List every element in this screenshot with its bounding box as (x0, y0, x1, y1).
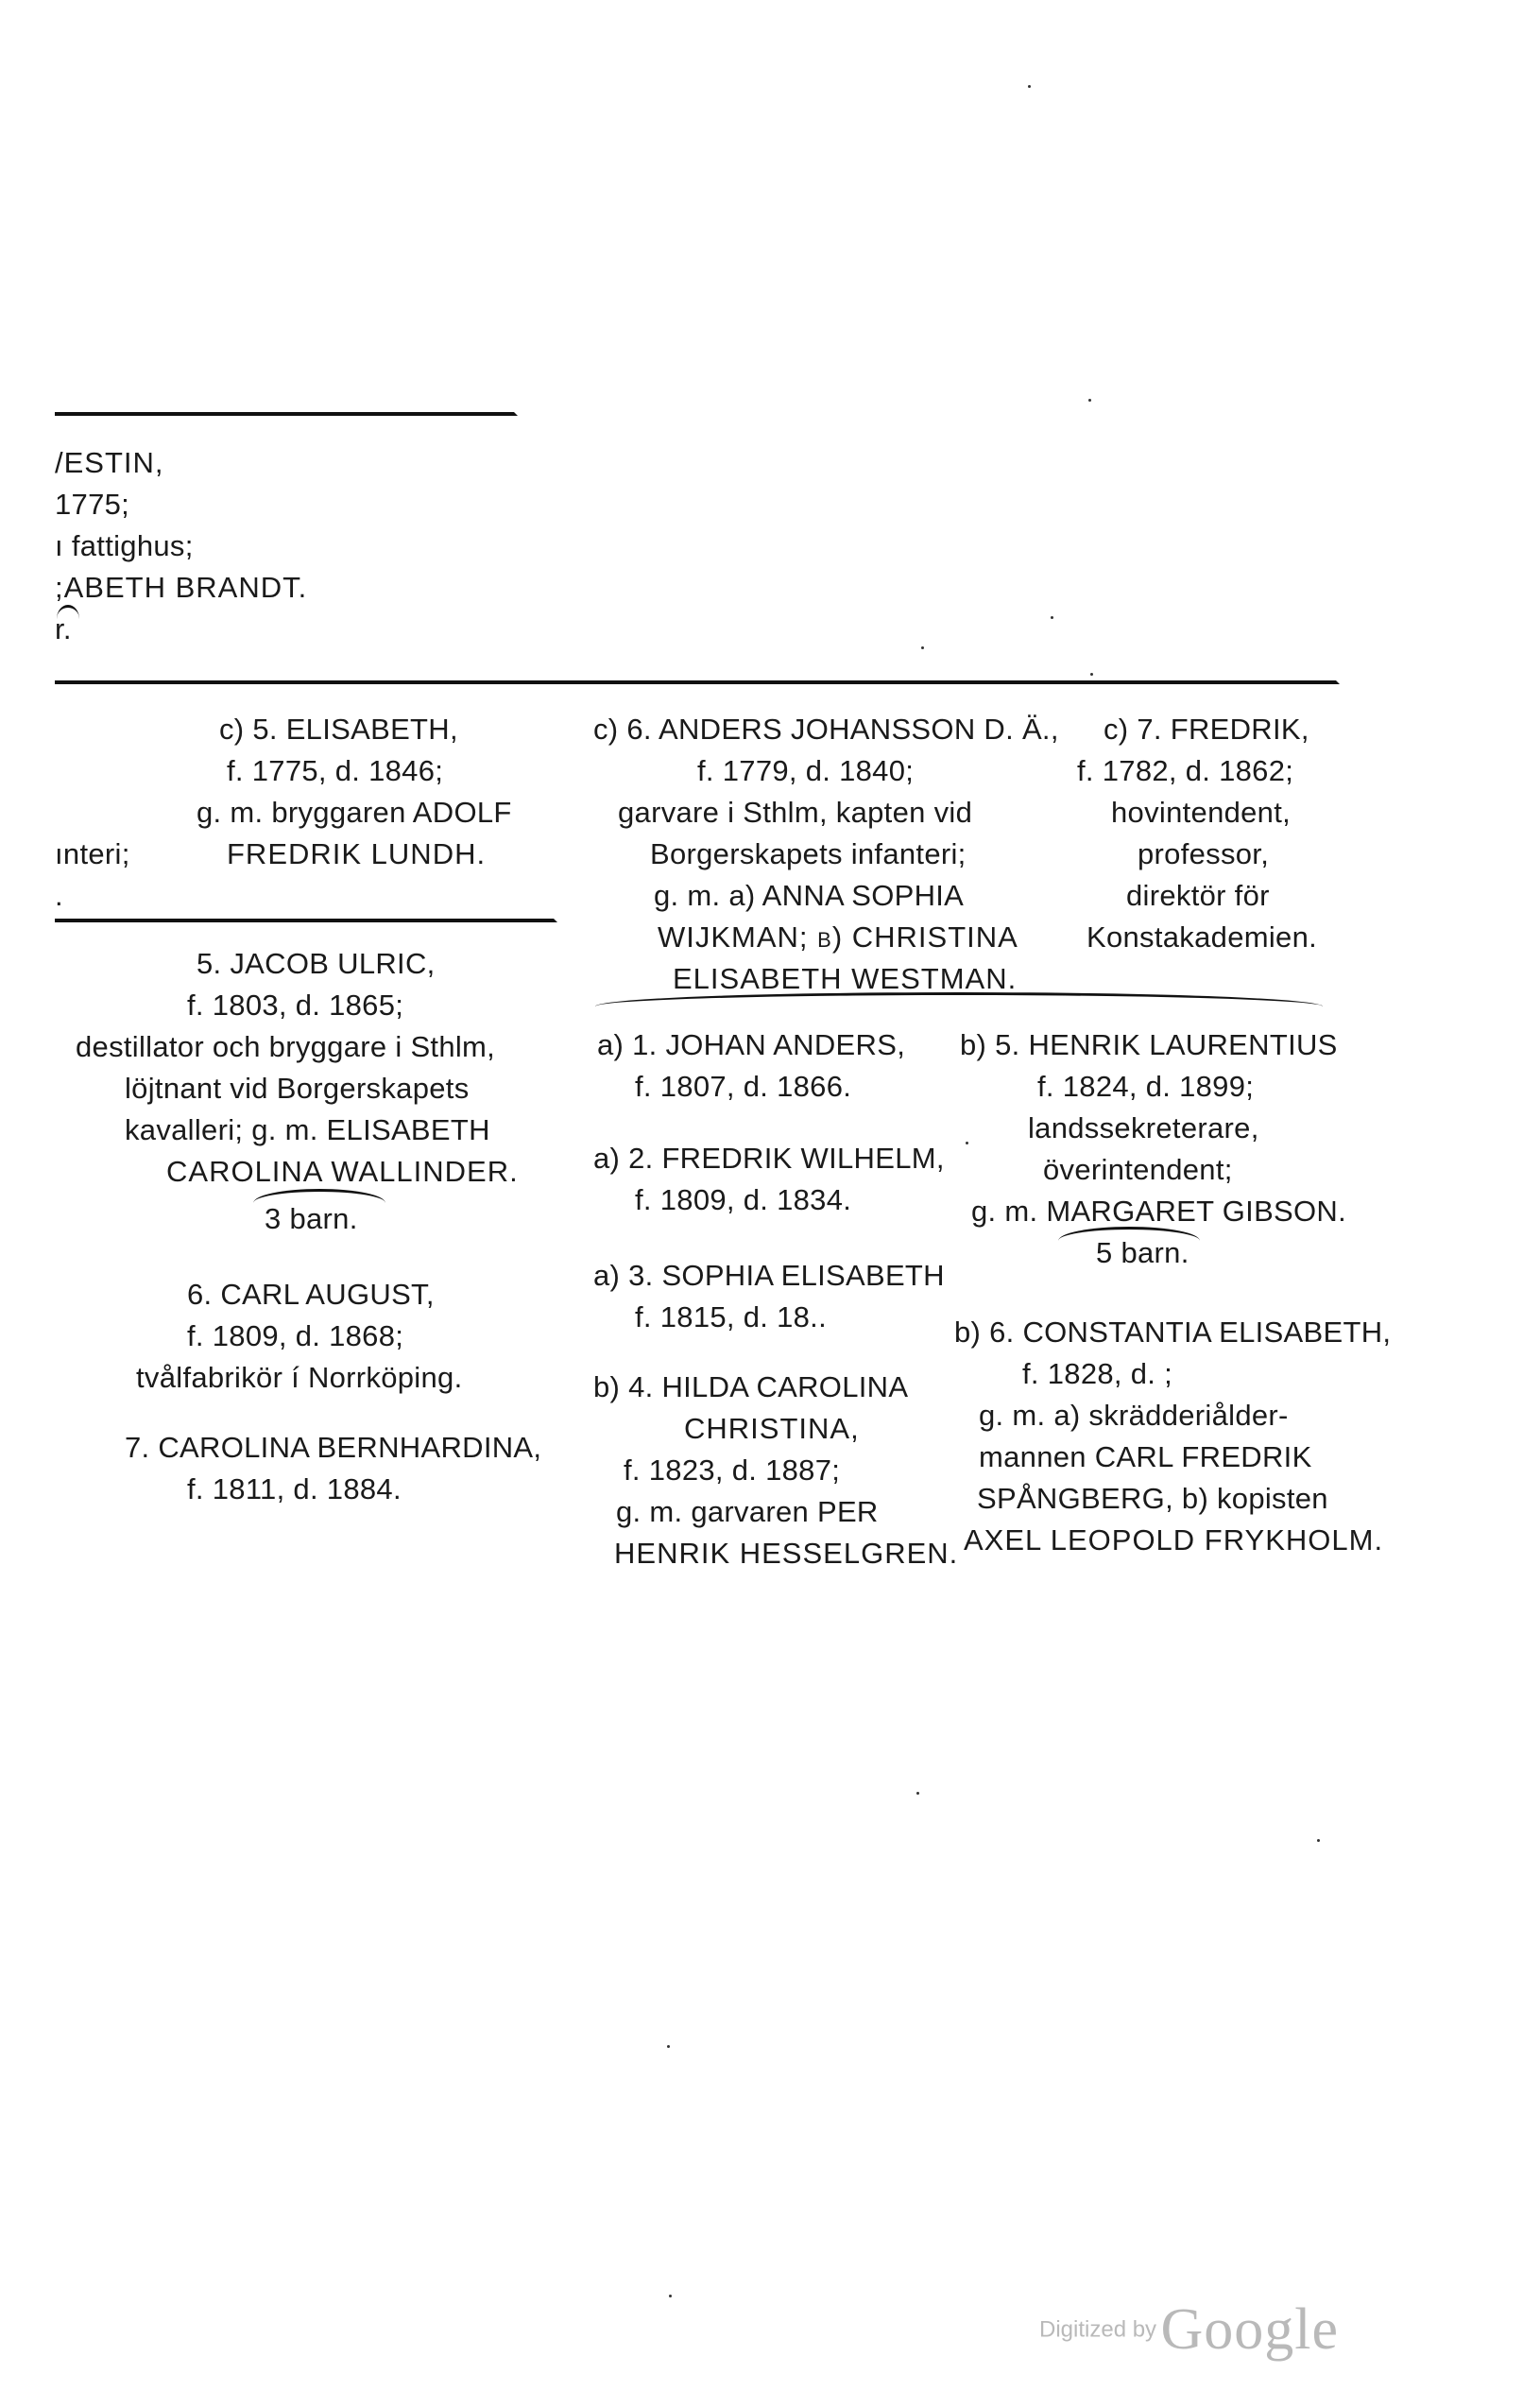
entry-b5-line-4: överintendent; (1043, 1153, 1233, 1186)
entry-5-line-2: f. 1803, d. 1865; (187, 989, 404, 1022)
entry-7-line-2: f. 1811, d. 1884. (187, 1472, 402, 1505)
entry-b4-line-2: CHRISTINA, (684, 1412, 860, 1445)
fragment-line-4: ;ABETH BRANDT. (55, 571, 308, 604)
entry-a1-line-1: a) 1. JOHAN ANDERS, (597, 1028, 906, 1061)
entry-5-line-3: destillator och bryggare i Sthlm, (76, 1030, 496, 1063)
entry-b5-line-3: landssekreterare, (1028, 1111, 1259, 1144)
entry-c7-line-5: direktör för (1126, 879, 1270, 912)
entry-6-line-1: 6. CARL AUGUST, (187, 1278, 435, 1311)
entry-a2-line-2: f. 1809, d. 1834. (635, 1183, 852, 1216)
entry-b4-line-4: g. m. garvaren PER (616, 1495, 879, 1528)
entry-b5-line-5: g. m. MARGARET GIBSON. (971, 1195, 1347, 1228)
generation-rule-hook (1323, 680, 1353, 697)
entry-6-line-2: f. 1809, d. 1868; (187, 1319, 404, 1352)
entry-c6-line-3: garvare i Sthlm, kapten vid (618, 796, 973, 829)
entry-c7-line-6: Konstakademien. (1087, 920, 1318, 954)
fragment-line-1: /ESTIN, (55, 446, 164, 479)
watermark-small-text: Digitized by (1039, 2316, 1157, 2343)
entry-b4-line-5: HENRIK HESSELGREN. (614, 1537, 959, 1570)
side-dot: . (55, 879, 63, 912)
entry-5-line-5: kavalleri; g. m. ELISABETH (125, 1113, 490, 1146)
entry-c6-line-6: WIJKMAN; b) CHRISTINA (658, 920, 1018, 954)
entry-c6-line-1: c) 6. ANDERS JOHANSSON D. Ä., (593, 713, 1059, 746)
google-logo: Google (1160, 2297, 1340, 2362)
entry-a3-line-2: f. 1815, d. 18.. (635, 1300, 827, 1333)
entry-a1-line-2: f. 1807, d. 1866. (635, 1070, 852, 1103)
entry-b6-line-4: mannen CARL FREDRIK (979, 1440, 1312, 1473)
entry-b4-line-3: f. 1823, d. 1887; (624, 1453, 841, 1487)
scan-speck (1088, 399, 1091, 402)
scan-speck (1028, 85, 1031, 88)
scan-speck (669, 2295, 672, 2297)
entry-6-line-3: tvålfabrikör í Norrköping. (136, 1361, 463, 1394)
entry-b5-line-1: b) 5. HENRIK LAURENTIUS (960, 1028, 1338, 1061)
scan-speck (1317, 1839, 1320, 1842)
scan-speck (916, 1792, 919, 1795)
entry-b6-line-6: AXEL LEOPOLD FRYKHOLM. (964, 1523, 1384, 1557)
entry-c7-line-3: hovintendent, (1111, 796, 1292, 829)
fragment-line-3: ı fattighus; (55, 529, 194, 562)
generation-rule (55, 680, 1330, 684)
entry-c7-line-1: c) 7. FREDRIK, (1104, 713, 1309, 746)
entry-c5-line-1: c) 5. ELISABETH, (219, 713, 458, 746)
entry-c6-line-7: ELISABETH WESTMAN. (673, 962, 1018, 995)
top-rule (55, 412, 506, 416)
entry-c6-line-4: Borgerskapets infanteri; (650, 837, 967, 870)
entry-c5-line-4: FREDRIK LUNDH. (227, 837, 487, 870)
scan-speck (966, 1142, 968, 1144)
entry-b4-line-1: b) 4. HILDA CAROLINA (593, 1370, 909, 1403)
fragment-line-5: r. (55, 612, 72, 645)
entry-c5-line-2: f. 1775, d. 1846; (227, 754, 444, 787)
entry-5-line-6: CAROLINA WALLINDER. (166, 1155, 519, 1188)
entry-b6-line-5: SPÅNGBERG, b) kopisten (977, 1482, 1328, 1515)
scan-speck (1051, 616, 1053, 619)
scan-speck (667, 2045, 670, 2048)
entry-b6-line-3: g. m. a) skrädderiålder- (979, 1399, 1289, 1432)
entry-7-line-1: 7. CAROLINA BERNHARDINA, (125, 1431, 542, 1464)
entry-c5-line-3: g. m. bryggaren ADOLF (197, 796, 512, 829)
entry-c7-line-2: f. 1782, d. 1862; (1077, 754, 1294, 787)
entry-c7-line-4: professor, (1138, 837, 1270, 870)
entry-a2-line-1: a) 2. FREDRIK WILHELM, (593, 1142, 945, 1175)
entry-b5-line-2: f. 1824, d. 1899; (1037, 1070, 1255, 1103)
entry-b6-line-2: f. 1828, d. ; (1022, 1357, 1173, 1390)
entry-5-children: 3 barn. (265, 1202, 358, 1235)
scan-speck (921, 646, 924, 649)
entry-5-line-4: löjtnant vid Borgerskapets (125, 1072, 470, 1105)
top-rule-hook (501, 412, 531, 429)
entry-a3-line-1: a) 3. SOPHIA ELISABETH (593, 1259, 945, 1292)
side-fragment: ınteri; (55, 837, 130, 870)
entry-b6-line-1: b) 6. CONSTANTIA ELISABETH, (954, 1316, 1392, 1349)
col-a-rule-hook (540, 919, 571, 936)
fragment-line-2: 1775; (55, 488, 130, 521)
digitized-watermark (1039, 2296, 1339, 2364)
entry-c6-line-2: f. 1779, d. 1840; (697, 754, 915, 787)
entry-5-line-1: 5. JACOB ULRIC, (197, 947, 436, 980)
scan-speck (1090, 673, 1093, 676)
entry-c6-line-5: g. m. a) ANNA SOPHIA (654, 879, 965, 912)
entry-b5-children: 5 barn. (1096, 1236, 1189, 1269)
col-a-rule (55, 919, 546, 922)
